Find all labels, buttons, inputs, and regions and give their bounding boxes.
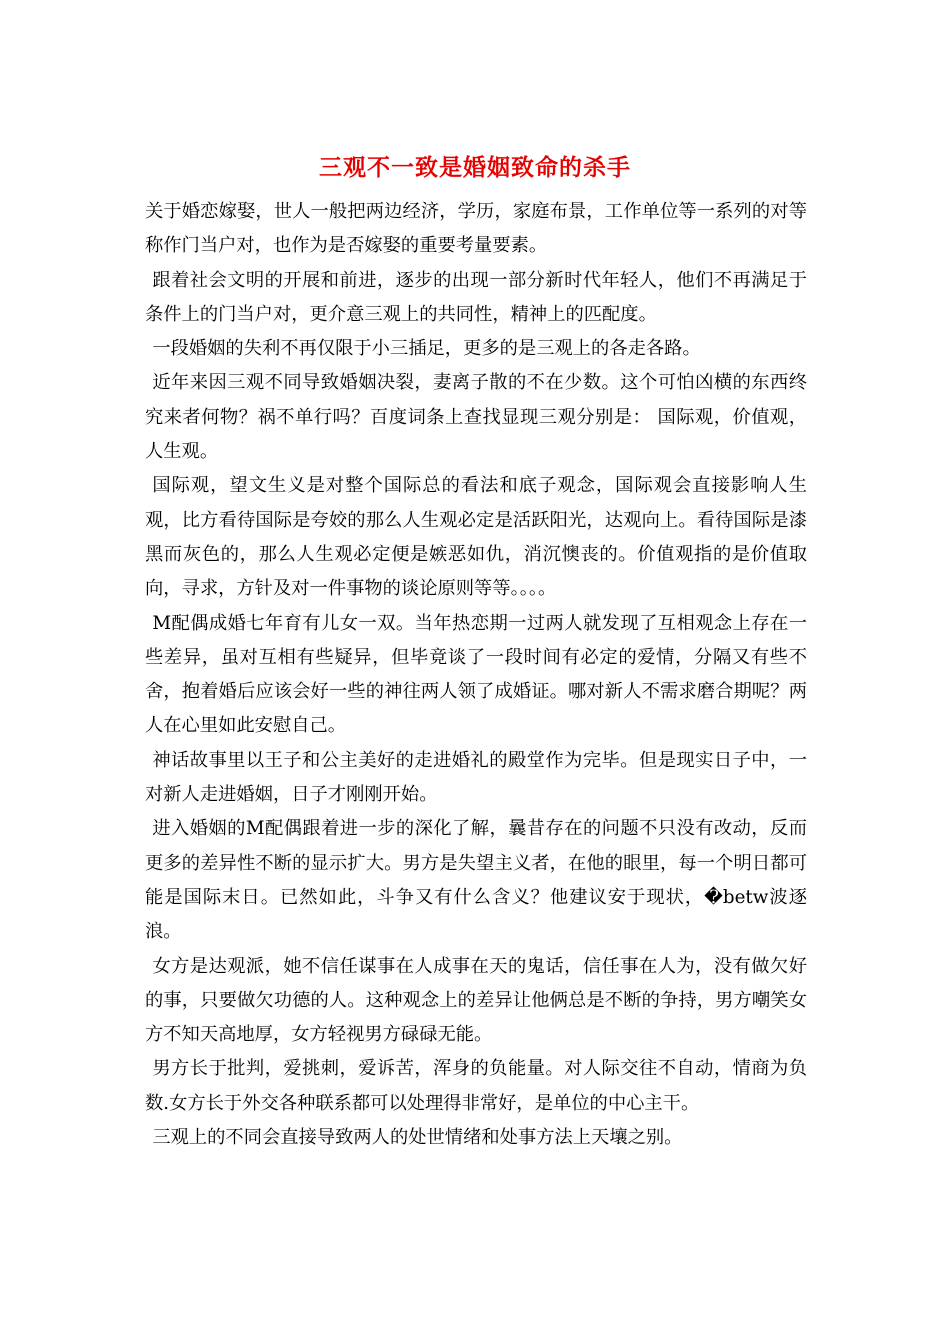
document-title: 三观不一致是婚姻致命的杀手 (319, 154, 631, 181)
paragraph: 关于婚恋嫁娶，世人一般把两边经济，学历，家庭布景，工作单位等一系列的对等称作门当户对，也作为是否嫁娶的重要考量要素。 (145, 201, 807, 257)
paragraph: 跟着社会文明的开展和前进，逐步的出现一部分新时代年轻人，他们不再满足于条件上的门当户对，更介意三观上的共同性，精神上的匹配度。 (145, 269, 807, 325)
paragraph: 进入婚姻的M配偶跟着进一步的深化了解，曩昔存在的问题不只没有改动，反而更多的差异性不断的显示扩大。男方是失望主义者，在他的眼里，每一个明日都可能是国际末日。已然如此，斗争又有什么含义？他建议安于现状，�betw波逐浪。 (145, 818, 807, 943)
paragraph: 女方是达观派，她不信任谋事在人成事在天的鬼话，信任事在人为，没有做欠好的事，只要做欠功德的人。这种观念上的差异让他俩总是不断的争持，男方嘲笑女方不知天高地厚，女方轻视男方碌碌无能。 (145, 955, 807, 1046)
paragraph: 三观上的不同会直接导致两人的处世情绪和处事方法上天壤之别。 (152, 1127, 683, 1149)
paragraph: 国际观，望文生义是对整个国际总的看法和底子观念，国际观会直接影响人生观，比方看待国际是夸姣的那么人生观必定是活跃阳光，达观向上。看待国际是漆黑而灰色的，那么人生观必定便是嫉恶如仇，消沉懊丧的。价值观指的是价值取向，寻求，方针及对一件事物的谈论原则等等。。。。 (145, 475, 807, 600)
paragraph: 近年来因三观不同导致婚姻决裂，妻离子散的不在少数。这个可怕凶横的东西终究来者何物？祸不单行吗？百度词条上查找显现三观分别是： 国际观，价值观，人生观。 (145, 372, 807, 463)
paragraph: M配偶成婚七年育有儿女一双。当年热恋期一过两人就发现了互相观念上存在一些差异，虽对互相有些疑异，但毕竟谈了一段时间有必定的爱情，分隔又有些不舍，抱着婚后应该会好一些的神往两人领了成婚证。哪对新人不需求磨合期呢？两人在心里如此安慰自己。 (145, 612, 807, 737)
paragraph: 一段婚姻的失利不再仅限于小三插足，更多的是三观上的各走各路。 (152, 338, 701, 360)
document-body (145, 195, 807, 1155)
paragraph: 神话故事里以王子和公主美好的走进婚礼的殿堂作为完毕。但是现实日子中，一对新人走进婚姻，日子才刚刚开始。 (145, 749, 807, 806)
paragraph: 男方长于批判，爱挑刺，爱诉苦，浑身的负能量。对人际交往不自动，情商为负数.女方长于外交各种联系都可以处理得非常好，是单位的中心主干。 (145, 1058, 807, 1114)
